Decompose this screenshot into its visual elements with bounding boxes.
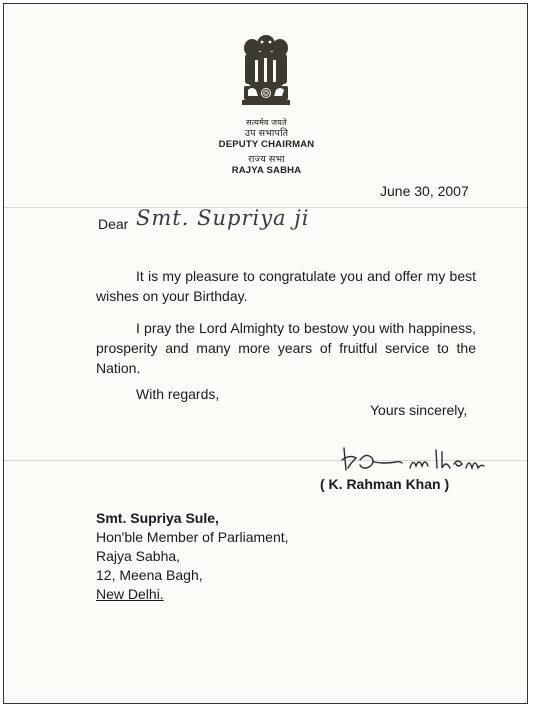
- recipient-street: 12, Meena Bagh,: [96, 567, 203, 583]
- recipient-house: Rajya Sabha,: [96, 548, 181, 564]
- emblem-motto: सत्यमेव जयते: [246, 118, 287, 127]
- recipient-name: Smt. Supriya Sule,: [96, 510, 219, 526]
- national-emblem-icon: [236, 30, 296, 116]
- house-hindi: राज्य सभा: [248, 154, 285, 165]
- recipient-city: New Delhi.: [96, 586, 164, 602]
- salutation-printed: Dear: [98, 216, 129, 232]
- yours-sincerely: Yours sincerely,: [370, 402, 468, 418]
- regards-line: With regards,: [136, 386, 220, 402]
- salutation-handwritten: Smt. Supriya ji: [136, 206, 310, 230]
- title-english: DEPUTY CHAIRMAN: [218, 139, 315, 150]
- title-hindi: उप सभापति: [244, 128, 289, 139]
- letter-date: June 30, 2007: [380, 183, 469, 199]
- house-english: RAJYA SABHA: [231, 165, 302, 176]
- recipient-designation: Hon'ble Member of Parliament,: [96, 529, 289, 545]
- body-paragraph-2: I pray the Lord Almighty to bestow you with happiness, prosperity and many more years of fruitful service to the Nation.: [96, 320, 476, 376]
- signature: [338, 438, 490, 478]
- body-paragraph-1: It is my pleasure to congratulate you and offer my best wishes on your Birthday.: [96, 268, 476, 304]
- signatory-name: ( K. Rahman Khan ): [320, 476, 450, 492]
